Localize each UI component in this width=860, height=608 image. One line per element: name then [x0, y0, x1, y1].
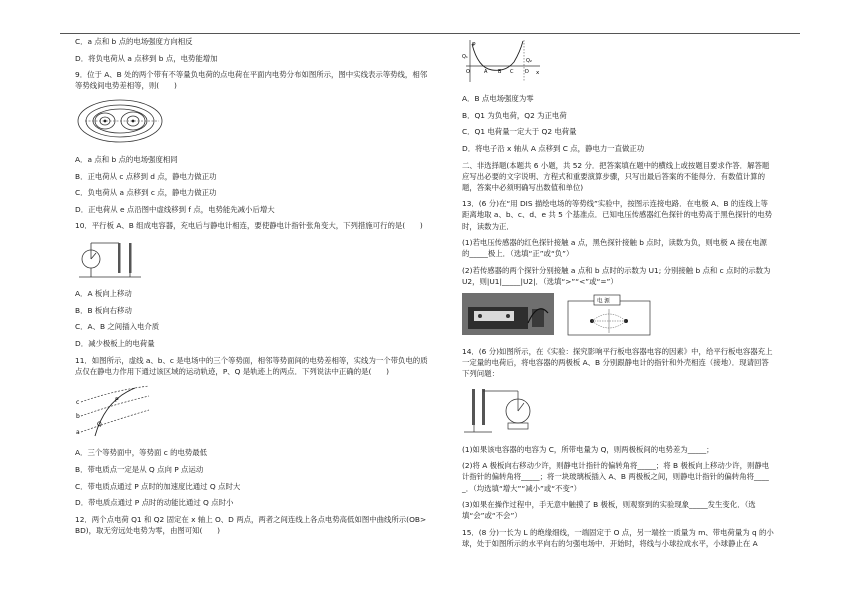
q12-option-d: D．将电子沿 x 轴从 A 点移到 C 点，静电力一直做正功: [462, 143, 645, 153]
q11-option-b: B．带电质点一定是从 Q 点向 P 点运动: [75, 465, 204, 475]
q11-option-c: C．带电质点通过 P 点时的加速度比通过 Q 点时大: [75, 481, 241, 491]
q14-part2: (2)将 A 极板向右移动少许，则静电计指针的偏转角将_____；将 B 极板向上移动少许，则静电计指针的偏转角将_____；将一块玻璃板插入 A、B 两极板之间，则静电计指针的偏转角将_____．（均选填“增大”“减小”或“不变”）: [462, 461, 770, 493]
svg-text:c: c: [76, 399, 80, 407]
q12-option-b: B．Q1 为负电荷，Q2 为正电荷: [462, 110, 567, 120]
q11-stem: 11．如图所示，虚线 a、b、c 是电场中的三个等势面，相邻等势面间的电势差相等，实线为一个带负电的质点仅在静电力作用下通过该区域的运动轨迹，P、Q 是轨迹上的两点．下列说法中正确的是( ): [75, 355, 428, 376]
q12-potential-graph: [462, 38, 774, 87]
q10-option-c: C．A、B 之间插入电介质: [75, 322, 160, 332]
q10-option-a: A．A 板向上移动: [75, 289, 132, 299]
q10-electroscope-figure: [75, 237, 430, 282]
right-column: [462, 36, 774, 555]
q9-equipotential-figure: [75, 97, 430, 148]
x-axis-label: x: [536, 70, 540, 76]
q8-option-c: C．a 点和 b 点的电场强度方向相反: [75, 37, 193, 46]
point-a-label: A: [484, 69, 488, 75]
q12-option-a: A．B 点电场强度为零: [462, 94, 534, 104]
q13-figures: [462, 293, 774, 340]
q14-capacitor-figure: [462, 385, 774, 438]
q2-label: Q₂: [526, 58, 532, 64]
q9-stem: 9．位于 A、B 处的两个带有不等量负电荷的点电荷在平面内电势分布如图所示，图中实线表示等势线，相邻等势线间电势差相等，则( ): [75, 70, 428, 91]
q10-stem: 10．平行板 A、B 组成电容器，充电后与静电计相连，要使静电计指针张角变大，下列措施可行的是( ): [75, 221, 423, 231]
point-b-label: B: [498, 69, 502, 75]
point-d-label: D: [525, 69, 529, 75]
q8-option-d: D．将负电荷从 a 点移到 b 点，电势能增加: [75, 53, 218, 63]
q14-part3: (3)如果在操作过程中，手无意中触摸了 B 极板，则观察到的实验现象_____发生变化．（选填“会”或“不会”）: [462, 500, 756, 521]
svg-text:Q: Q: [97, 421, 102, 429]
q14-stem: 14．(6 分)如图所示，在《实验：探究影响平行板电容器电容的因素》中，给平行板电容器充上一定量的电荷后，将电容器的两极板 A、B 分别跟静电计的指针和外壳相连（接地）．现请回答下列问题：: [462, 346, 773, 378]
header-rule: [60, 33, 800, 34]
q9-option-a: A．a 点和 b 点的电场强度相同: [75, 155, 178, 165]
q10-option-b: B．B 板向右移动: [75, 305, 132, 315]
dis-apparatus-photo: [462, 293, 554, 338]
power-supply-label: 电 源: [597, 298, 611, 305]
svg-text:P: P: [115, 397, 119, 405]
origin-label: O: [466, 69, 470, 75]
point-c-label: C: [510, 69, 514, 75]
q14-part1: (1)如果该电容器的电容为 C，所带电量为 Q，则两极板间的电势差为_____；: [462, 444, 714, 454]
svg-text:b: b: [76, 413, 80, 421]
q9-option-c: C．负电荷从 a 点移到 c 点，静电力做正功: [75, 188, 217, 198]
q11-option-a: A．三个等势面中，等势面 c 的电势最低: [75, 448, 208, 458]
q12-stem: 12．两个点电荷 Q1 和 Q2 固定在 x 轴上 O、D 两点，两者之间连线上各点电势高低如图中曲线所示(OB>BD)，取无穷远处电势为零，由图可知( ): [75, 514, 427, 536]
q11-trajectory-figure: [75, 382, 430, 441]
q9-option-d: D．正电荷从 e 点沿图中虚线移到 f 点，电势能先减小后增大: [75, 204, 275, 214]
section-two-heading: 二、非选择题(本题共 6 小题，共 52 分．把答案填在题中的横线上或按题目要求作答．解答题应写出必要的文字说明、方程式和重要演算步骤，只写出最后答案的不能得分．有数值计算的题，答案中必须明确写出数值和单位): [462, 160, 770, 192]
q11-option-d: D．带电质点通过 P 点时的动能比通过 Q 点时小: [75, 498, 234, 508]
q1-label: Q₁: [462, 54, 468, 60]
q13-part2: (2)若传感器的两个探针分别接触 a 点和 b 点时的示数为 U1; 分别接触 b 点和 c 点时的示数为 U2，则|U1|_____|U2|．（选填“>”“<”或“=”）: [462, 265, 771, 287]
q9-option-b: B．正电荷从 c 点移到 d 点，静电力做正功: [75, 171, 217, 181]
q13-part1: (1)若电压传感器的红色探针接触 a 点，黑色探针接触 b 点时，读数为负，则电极 A 接在电源的_____极上．（选填“正”或“负”）: [462, 238, 767, 259]
svg-text:a: a: [76, 429, 80, 437]
left-column: [75, 36, 430, 542]
q13-stem: 13．(6 分)在“用 DIS 描绘电场的等势线”实验中，按图示连接电路．在电极 A、B 的连线上等距离地取 a、b、c、d、e 共 5 个基准点．已知电压传感器红色探针的电势高于黑色探针的电势时，读数为正．: [462, 199, 773, 231]
phi-axis-label: φ: [472, 41, 476, 47]
q12-option-c: C．Q1 电荷量一定大于 Q2 电荷量: [462, 127, 577, 137]
dis-circuit-diagram: [564, 293, 654, 340]
q10-option-d: D．减少极板上的电荷量: [75, 339, 155, 349]
q15-stem: 15．(8 分)一长为 L 的绝缘细线，一端固定于 O 点，另一端拴一质量为 m、带电荷量为 q 的小球，处于如图所示的水平向右的匀强电场中．开始时，将线与小球拉成水平，小球静止在 A: [462, 527, 774, 548]
